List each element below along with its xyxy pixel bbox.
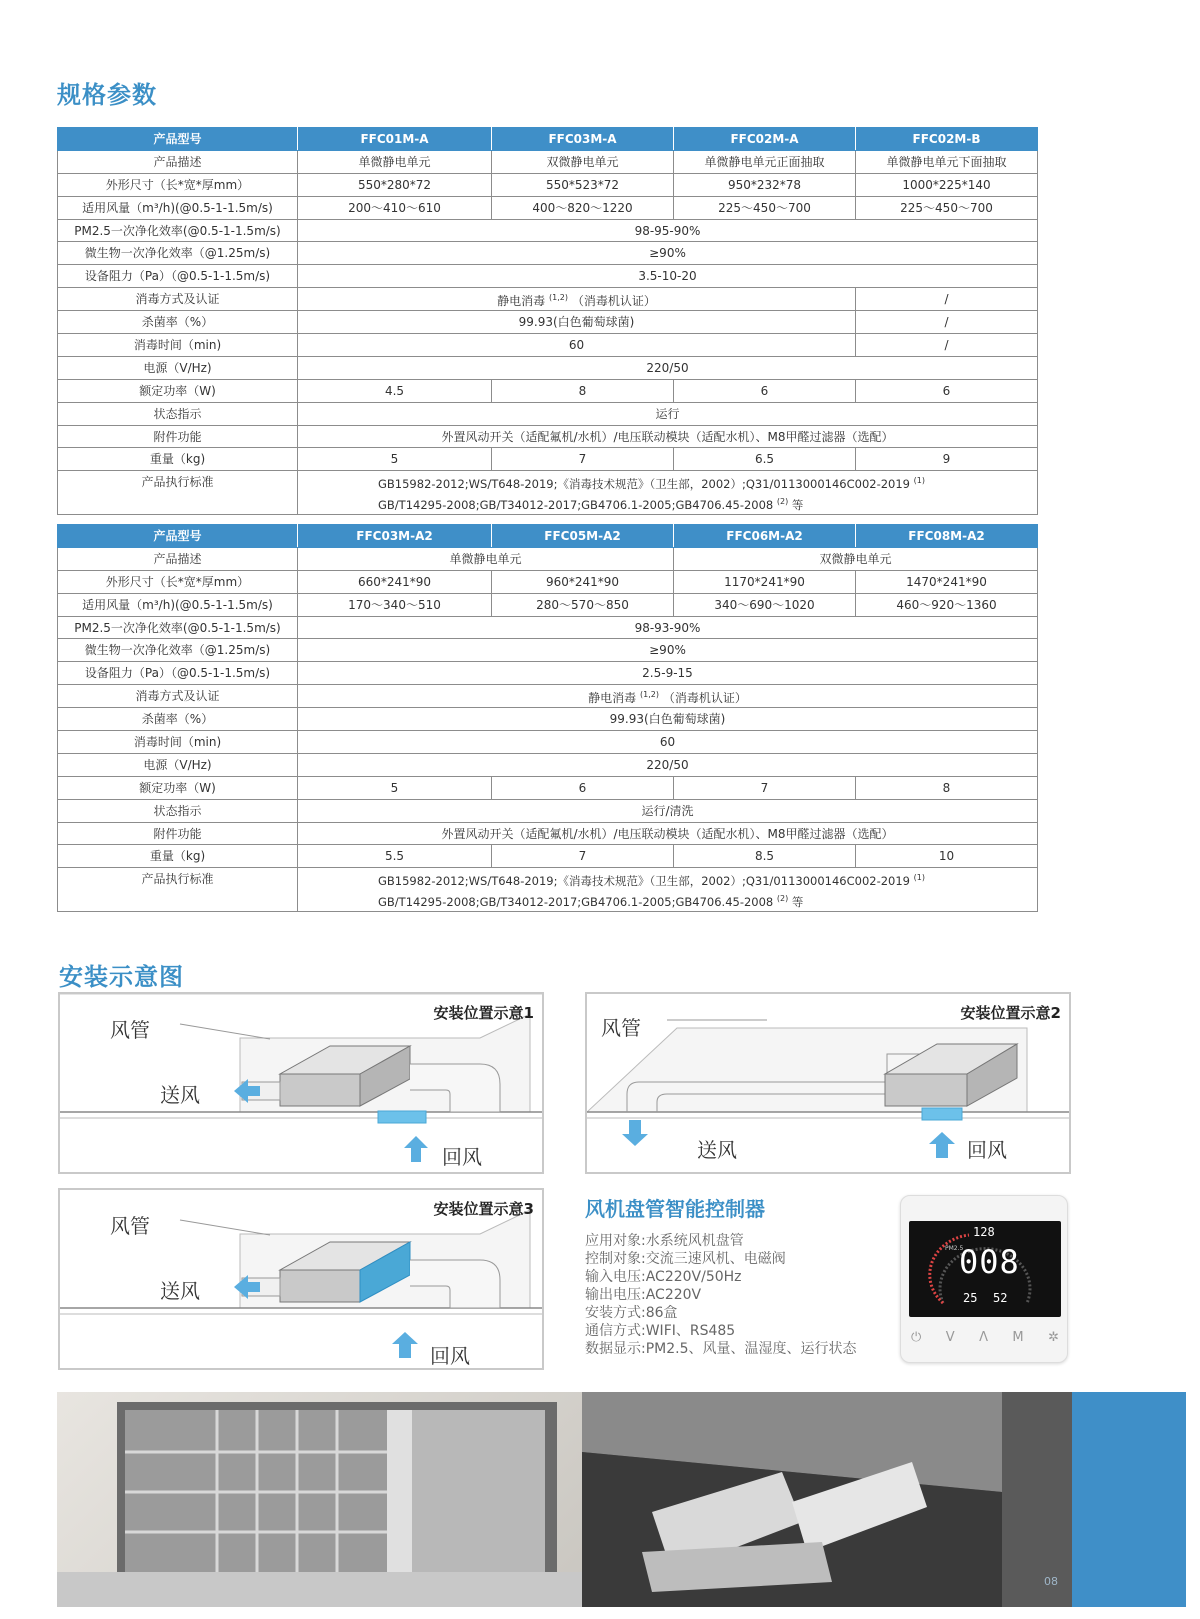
table-cell: 99.93(白色葡萄球菌) — [298, 311, 856, 334]
row-label: PM2.5一次净化效率(@0.5-1-1.5m/s) — [58, 219, 298, 242]
controller-spec: 安装方式:86盒 — [585, 1305, 678, 1321]
header-cell: FFC05M-A2 — [492, 525, 674, 548]
table-cell: 400～820～1220 — [492, 196, 674, 219]
table-cell: 550*523*72 — [492, 173, 674, 196]
controller-spec-list — [585, 1232, 857, 1358]
mode-icon[interactable]: M — [1012, 1330, 1024, 1345]
standards-line-1: GB15982-2012;WS/T648-2019;《消毒技术规范》（卫生部，2002）;Q31/0113000146C002-2019 — [378, 476, 910, 491]
table-cell: 6.5 — [674, 448, 856, 471]
table-row — [58, 731, 1038, 754]
table-row — [58, 799, 1038, 822]
install-diagram-1 — [58, 992, 544, 1174]
table-cell: 8 — [856, 776, 1038, 799]
row-label: 微生物一次净化效率（@1.25m/s) — [58, 242, 298, 265]
table-cell: 960*241*90 — [492, 570, 674, 593]
table-cell: 单微静电单元正面抽取 — [674, 150, 856, 173]
table-row — [58, 448, 1038, 471]
install-photo-filter — [57, 1392, 582, 1607]
table-cell: 8.5 — [674, 845, 856, 868]
table-row — [58, 547, 1038, 570]
install-photo-ceiling — [582, 1392, 1186, 1607]
supply-air-label: 送风 — [160, 1279, 200, 1303]
table-cell: / — [856, 288, 1038, 311]
spec-table-1 — [57, 127, 1038, 515]
table-row — [58, 753, 1038, 776]
controller-spec: 数据显示:PM2.5、风量、温湿度、运行状态 — [585, 1341, 857, 1357]
fan-icon[interactable]: ✲ — [1048, 1330, 1059, 1345]
table-cell: 60 — [298, 334, 856, 357]
diagram-title: 安装位置示意2 — [960, 1004, 1061, 1022]
diagram-title: 安装位置示意3 — [433, 1200, 534, 1218]
row-label: 消毒时间（min) — [58, 334, 298, 357]
table-cell: 60 — [298, 731, 1038, 754]
disinfect-method: 静电消毒 — [588, 690, 637, 705]
row-label: 电源（V/Hz) — [58, 356, 298, 379]
ceiling-duct-image — [582, 1392, 1186, 1607]
table-cell: 225～450～700 — [856, 196, 1038, 219]
supply-air-label: 送风 — [160, 1083, 200, 1107]
table-cell: 170～340～510 — [298, 593, 492, 616]
footnote-marker: (1) — [913, 873, 925, 883]
row-label: 微生物一次净化效率（@1.25m/s) — [58, 639, 298, 662]
install-diagram-2 — [585, 992, 1071, 1174]
table-cell: 单微静电单元 — [298, 150, 492, 173]
row-label: 产品描述 — [58, 150, 298, 173]
row-label: 电源（V/Hz) — [58, 753, 298, 776]
standards-line-1: GB15982-2012;WS/T648-2019;《消毒技术规范》（卫生部，2002）;Q31/0113000146C002-2019 — [378, 873, 910, 888]
table-cell: 225～450～700 — [674, 196, 856, 219]
table-cell: 6 — [492, 776, 674, 799]
table-cell: 外置风动开关（适配氟机/水机）/电压联动模块（适配水机）、M8甲醛过滤器（选配） — [298, 822, 1038, 845]
standards-line-2: GB/T14295-2008;GB/T34012-2017;GB4706.1-2005;GB4706.45-2008 — [378, 497, 774, 512]
diagram-title: 安装位置示意1 — [433, 1004, 534, 1022]
table-cell: 7 — [492, 448, 674, 471]
row-label: 额定功率（W) — [58, 776, 298, 799]
table-cell: 7 — [674, 776, 856, 799]
table-cell: 3.5-10-20 — [298, 265, 1038, 288]
table-row — [58, 219, 1038, 242]
table-row — [58, 685, 1038, 708]
screen-main-value: 008 — [959, 1243, 1020, 1281]
footnote-marker: (1) — [913, 476, 925, 486]
table-cell: ≥90% — [298, 639, 1038, 662]
table-cell: 5 — [298, 448, 492, 471]
header-cell: FFC02M-B — [856, 128, 1038, 151]
row-label: 消毒方式及认证 — [58, 288, 298, 311]
table-cell: 950*232*78 — [674, 173, 856, 196]
row-label: 消毒方式及认证 — [58, 685, 298, 708]
header-cell: FFC08M-A2 — [856, 525, 1038, 548]
controller-screen — [909, 1221, 1061, 1317]
header-cell: 产品型号 — [58, 128, 298, 151]
disinfect-cert: （消毒机认证） — [662, 690, 747, 705]
disinfect-cert: （消毒机认证） — [571, 293, 656, 308]
screen-bottom-value-2: 52 — [993, 1291, 1008, 1305]
spec-table-2 — [57, 524, 1038, 912]
table-cell: 6 — [856, 379, 1038, 402]
table-cell: 5 — [298, 776, 492, 799]
return-air-label: 回风 — [442, 1145, 482, 1169]
controller-spec: 输出电压:AC220V — [585, 1287, 702, 1303]
return-air-label: 回风 — [967, 1138, 1007, 1162]
duct-label: 风管 — [601, 1016, 641, 1040]
table-row — [58, 471, 1038, 515]
screen-top-value: 128 — [973, 1225, 995, 1239]
screen-bottom-value: 25 — [963, 1291, 978, 1305]
filter-panel-image — [57, 1392, 582, 1607]
table-row — [58, 822, 1038, 845]
table-row — [58, 173, 1038, 196]
controller-spec: 应用对象:水系统风机盘管 — [585, 1233, 744, 1249]
up-icon[interactable]: Λ — [979, 1330, 988, 1345]
table-cell: 98-95-90% — [298, 219, 1038, 242]
table-cell: 1000*225*140 — [856, 173, 1038, 196]
table-header-row — [58, 525, 1038, 548]
row-label: 杀菌率（%） — [58, 311, 298, 334]
table-row — [58, 242, 1038, 265]
table-cell: 460～920～1360 — [856, 593, 1038, 616]
row-label: 设备阻力（Pa）（@0.5-1-1.5m/s) — [58, 662, 298, 685]
table-cell: 单微静电单元下面抽取 — [856, 150, 1038, 173]
table-row — [58, 708, 1038, 731]
table-row — [58, 356, 1038, 379]
controller-title: 风机盘管智能控制器 — [585, 1197, 765, 1221]
install-title: 安装示意图 — [59, 963, 184, 991]
row-label: 重量（kg) — [58, 448, 298, 471]
row-label: 产品执行标准 — [58, 471, 298, 515]
row-label: 适用风量（m³/h)(@0.5-1-1.5m/s) — [58, 196, 298, 219]
screen-pm-label: PM2.5 — [945, 1245, 964, 1252]
footnote-marker: (2) — [776, 893, 789, 903]
standards-cell — [298, 868, 1038, 912]
table-row — [58, 288, 1038, 311]
controller-spec: 通信方式:WIFI、RS485 — [585, 1323, 736, 1339]
table-row — [58, 662, 1038, 685]
table-cell: 双微静电单元 — [674, 547, 1038, 570]
table-cell: 1170*241*90 — [674, 570, 856, 593]
table-header-row — [58, 128, 1038, 151]
table-cell: ≥90% — [298, 242, 1038, 265]
row-label: 消毒时间（min) — [58, 731, 298, 754]
table-cell: 1470*241*90 — [856, 570, 1038, 593]
table-cell: 9 — [856, 448, 1038, 471]
footnote-marker: (1,2) — [640, 689, 659, 699]
header-cell: FFC02M-A — [674, 128, 856, 151]
specs-title: 规格参数 — [57, 81, 157, 109]
supply-air-label: 送风 — [697, 1138, 737, 1162]
table-row — [58, 150, 1038, 173]
standards-etc: 等 — [791, 894, 804, 909]
power-icon[interactable]: ⏻ — [911, 1330, 922, 1345]
table-cell: 220/50 — [298, 753, 1038, 776]
table-row — [58, 334, 1038, 357]
table-cell: 340～690～1020 — [674, 593, 856, 616]
duct-label: 风管 — [110, 1018, 150, 1042]
table-row — [58, 311, 1038, 334]
row-label: 外形尺寸（长*宽*厚mm） — [58, 173, 298, 196]
standards-etc: 等 — [791, 497, 804, 512]
row-label: 附件功能 — [58, 822, 298, 845]
standards-cell — [298, 471, 1038, 515]
table-row — [58, 868, 1038, 912]
table-cell: 280～570～850 — [492, 593, 674, 616]
disinfect-method: 静电消毒 — [497, 293, 546, 308]
header-cell: FFC06M-A2 — [674, 525, 856, 548]
table-cell: 7 — [492, 845, 674, 868]
row-label: 产品执行标准 — [58, 868, 298, 912]
header-cell: 产品型号 — [58, 525, 298, 548]
row-label: 状态指示 — [58, 402, 298, 425]
table-cell: 10 — [856, 845, 1038, 868]
header-cell: FFC01M-A — [298, 128, 492, 151]
row-label: 重量（kg) — [58, 845, 298, 868]
down-icon[interactable]: V — [945, 1330, 955, 1345]
table-cell: 98-93-90% — [298, 616, 1038, 639]
row-label: 附件功能 — [58, 425, 298, 448]
table-cell: 200～410～610 — [298, 196, 492, 219]
table-row — [58, 593, 1038, 616]
table-cell: 220/50 — [298, 356, 1038, 379]
table-cell: 4.5 — [298, 379, 492, 402]
table-row — [58, 639, 1038, 662]
table-cell: 660*241*90 — [298, 570, 492, 593]
table-cell — [298, 288, 856, 311]
row-label: 杀菌率（%） — [58, 708, 298, 731]
table-cell: 运行/清洗 — [298, 799, 1038, 822]
table-cell: 550*280*72 — [298, 173, 492, 196]
table-cell: 运行 — [298, 402, 1038, 425]
table-cell: 99.93(白色葡萄球菌) — [298, 708, 1038, 731]
footnote-marker: (2) — [776, 496, 789, 506]
controller-buttons — [911, 1330, 1059, 1345]
table-cell: 外置风动开关（适配氟机/水机）/电压联动模块（适配水机）、M8甲醛过滤器（选配） — [298, 425, 1038, 448]
row-label: PM2.5一次净化效率(@0.5-1-1.5m/s) — [58, 616, 298, 639]
table-cell: 2.5-9-15 — [298, 662, 1038, 685]
row-label: 外形尺寸（长*宽*厚mm） — [58, 570, 298, 593]
controller-spec: 控制对象:交流三速风机、电磁阀 — [585, 1251, 786, 1267]
table-row — [58, 402, 1038, 425]
table-cell: / — [856, 334, 1038, 357]
standards-line-2: GB/T14295-2008;GB/T34012-2017;GB4706.1-2005;GB4706.45-2008 — [378, 894, 774, 909]
row-label: 适用风量（m³/h)(@0.5-1-1.5m/s) — [58, 593, 298, 616]
table-cell: 5.5 — [298, 845, 492, 868]
footnote-marker: (1,2) — [549, 292, 568, 302]
row-label: 设备阻力（Pa）（@0.5-1-1.5m/s) — [58, 265, 298, 288]
table-row — [58, 616, 1038, 639]
table-cell: 8 — [492, 379, 674, 402]
table-row — [58, 425, 1038, 448]
page-number: 08 — [1044, 1575, 1058, 1588]
table-row — [58, 570, 1038, 593]
table-cell: 双微静电单元 — [492, 150, 674, 173]
table-row — [58, 196, 1038, 219]
duct-label: 风管 — [110, 1214, 150, 1238]
table-row — [58, 776, 1038, 799]
row-label: 额定功率（W) — [58, 379, 298, 402]
table-cell — [298, 685, 1038, 708]
table-cell: 6 — [674, 379, 856, 402]
table-row — [58, 265, 1038, 288]
table-cell: / — [856, 311, 1038, 334]
return-air-label: 回风 — [430, 1344, 470, 1368]
table-row — [58, 845, 1038, 868]
table-cell: 单微静电单元 — [298, 547, 674, 570]
row-label: 产品描述 — [58, 547, 298, 570]
controller-spec: 输入电压:AC220V/50Hz — [585, 1269, 742, 1285]
install-diagram-3 — [58, 1188, 544, 1370]
header-cell: FFC03M-A2 — [298, 525, 492, 548]
row-label: 状态指示 — [58, 799, 298, 822]
table-row — [58, 379, 1038, 402]
controller-device — [900, 1195, 1068, 1363]
header-cell: FFC03M-A — [492, 128, 674, 151]
